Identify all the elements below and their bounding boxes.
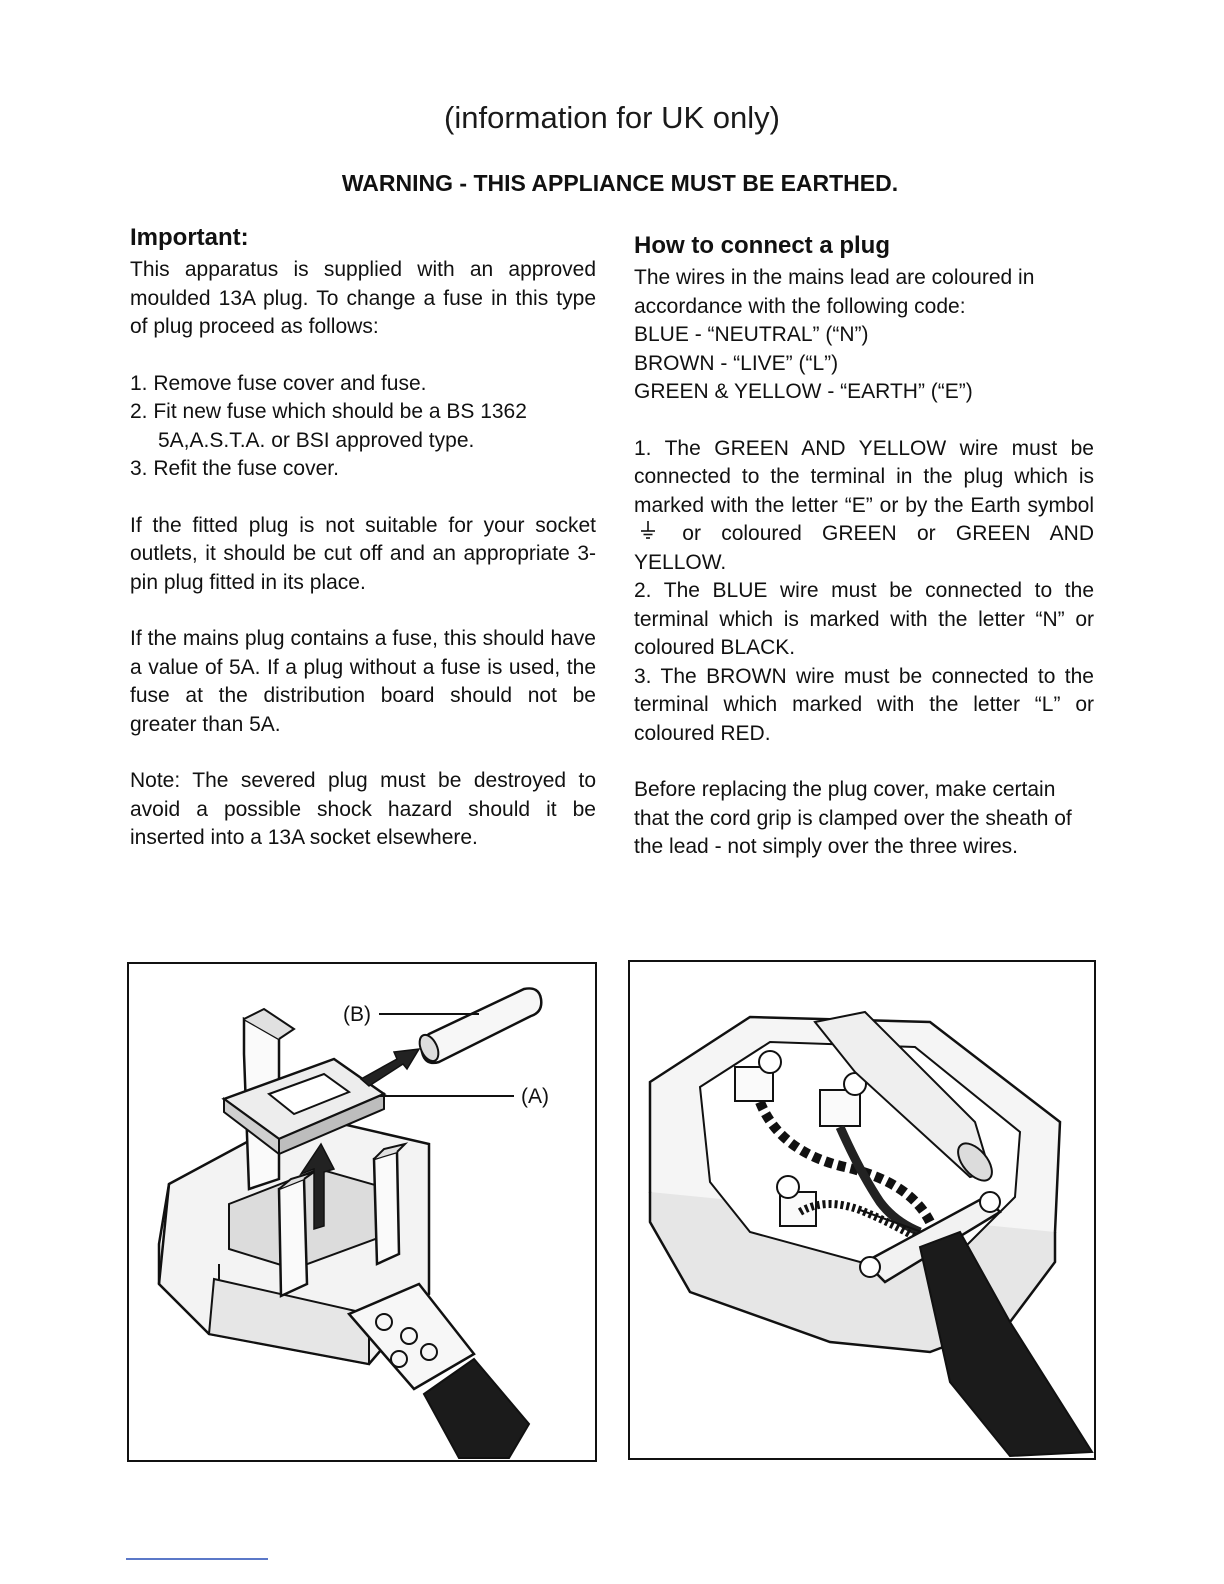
footer-rule (126, 1558, 268, 1560)
earth-wire-step (634, 435, 1094, 578)
open-plug-illustration (630, 962, 1094, 1458)
brown-wire-step: 3. The BROWN wire must be connected to the terminal which marked with the letter “L” or coloured RED. (634, 664, 1094, 745)
wire-code-blue: BLUE - “NEUTRAL” (“N”) (634, 323, 869, 346)
fuse-value-note: If the mains plug contains a fuse, this should have a value of 5A. If a plug without a fuse is used, the fuse at the distribution board should not be greater than 5A. (130, 627, 596, 736)
socket-note: If the fitted plug is not suitable for your socket outlets, it should be cut off and an appropriate 3-pin plug fitted in its place. (130, 513, 596, 594)
important-column (130, 222, 596, 853)
fuse-step-3: 3. Refit the fuse cover. (130, 457, 339, 480)
page-subtitle: (information for UK only) (444, 100, 780, 135)
connect-plug-heading: How to connect a plug (634, 232, 890, 259)
severed-plug-note: Note: The severed plug must be destroyed to avoid a possible shock hazard should it be inserted into a 13A socket elsewhere. (130, 769, 596, 849)
wire-code-brown: BROWN - “LIVE” (“L”) (634, 351, 839, 375)
fuse-cover-label-a: (A) (521, 1085, 549, 1108)
wire-colour-codes (634, 321, 1094, 407)
fuse-step-1: 1. Remove fuse cover and fuse. (130, 371, 427, 395)
plug-wiring-figure (628, 960, 1096, 1460)
earth-step-text-end: or coloured GREEN or GREEN AND YELLOW. (634, 522, 1094, 574)
wire-code-intro: The wires in the mains lead are coloured in accordance with the following code: (634, 266, 1035, 318)
fuse-label-b: (B) (343, 1003, 371, 1026)
wire-code-earth: GREEN & YELLOW - “EARTH” (“E”) (634, 380, 973, 403)
fuse-step-2: 2. Fit new fuse which should be a BS 1362 5A,A.S.T.A. or BSI approved type. (130, 400, 527, 452)
earth-symbol-icon (640, 520, 656, 549)
earthing-warning: WARNING - THIS APPLIANCE MUST BE EARTHED. (341, 170, 899, 196)
moulded-plug-illustration (129, 964, 595, 1460)
fuse-change-intro: This apparatus is supplied with an approved moulded 13A plug. To change a fuse in this type of plug proceed as follows: (130, 258, 596, 338)
connect-plug-column (634, 230, 1094, 862)
important-heading: Important: (130, 224, 249, 251)
blue-wire-step: 2. The BLUE wire must be connected to the terminal which is marked with the letter “N” or coloured BLACK. (634, 579, 1094, 659)
fuse-change-steps (130, 370, 596, 484)
plug-cover-note: Before replacing the plug cover, make certain that the cord grip is clamped over the sheath of the lead - not simply over the three wires. (634, 778, 1072, 858)
fuse-replacement-figure (127, 962, 597, 1462)
earth-step-text: 1. The GREEN AND YELLOW wire must be connected to the terminal in the plug which is marked with the letter “E” or by the Earth symbol (634, 436, 1094, 517)
